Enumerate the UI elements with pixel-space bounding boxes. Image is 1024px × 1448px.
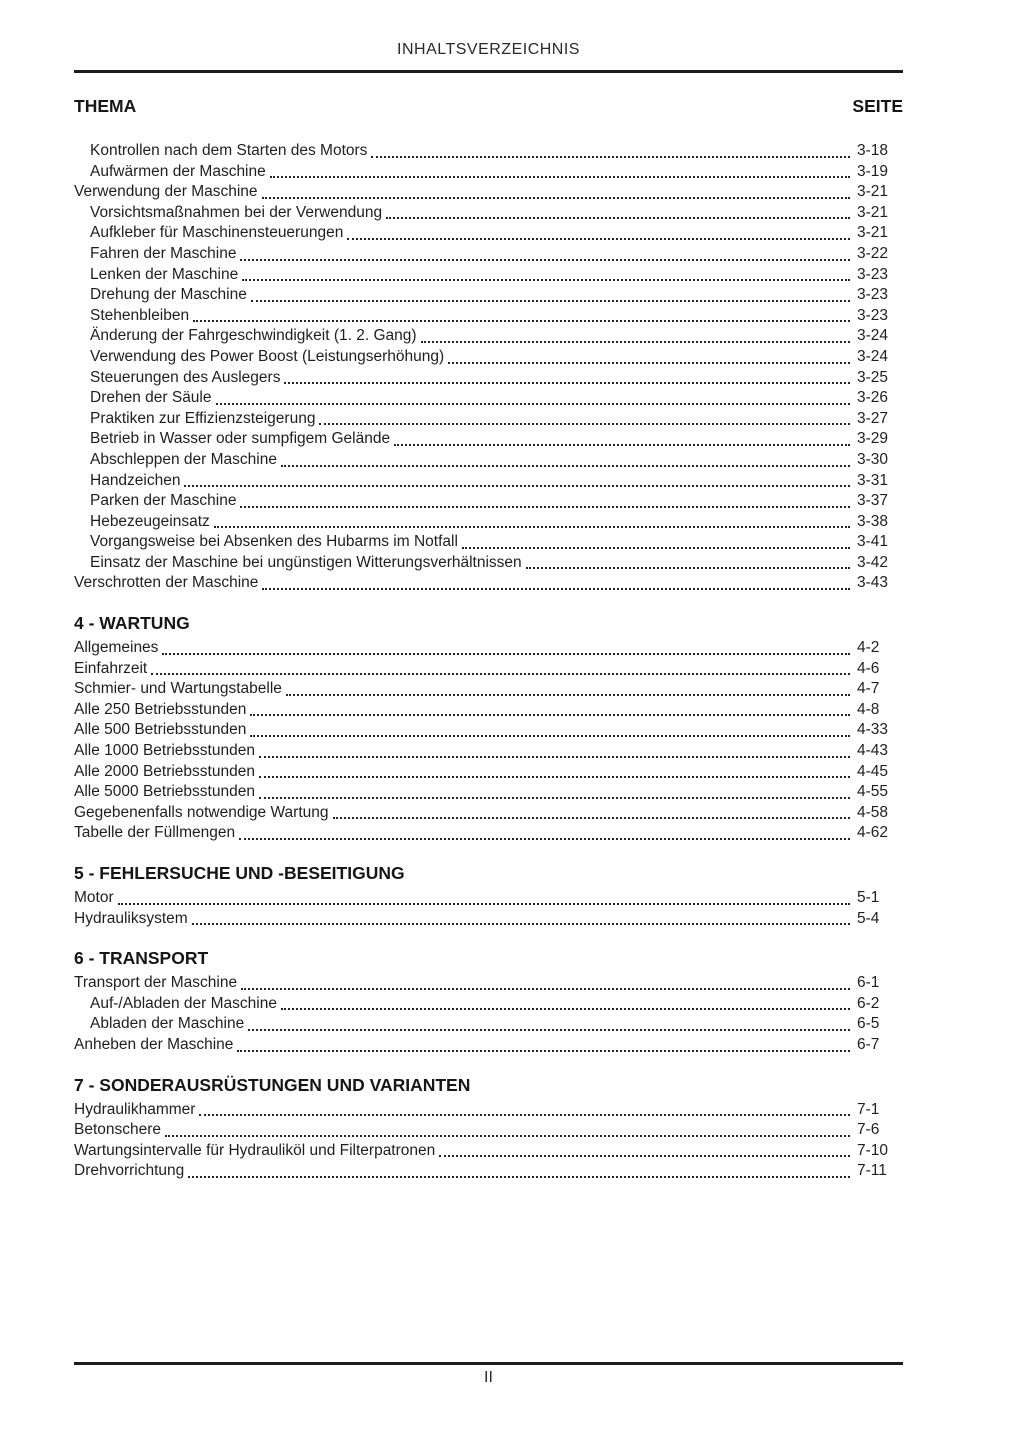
section-heading: 7 - SONDERAUSRÜSTUNGEN UND VARIANTEN [74,1074,471,1095]
toc-entry [74,491,903,512]
dot-leader [237,1050,850,1052]
dot-leader [251,300,850,302]
toc-entry [74,573,903,594]
toc-entry [74,659,903,680]
toc-entry-title: Kontrollen nach dem Starten des Motors [90,142,368,159]
dot-leader [394,444,850,446]
dot-leader [333,817,851,819]
toc-entry-page: 3-27 [857,409,889,427]
section-entries [74,638,903,844]
toc-entry [74,285,903,306]
toc-entry-title: Alle 250 Betriebsstunden [74,700,247,718]
toc-entry-page: 3-18 [857,142,889,159]
toc-entry-title: Lenken der Maschine [90,265,239,283]
dot-leader [259,776,850,778]
page-title: INHALTSVERZEICHNIS [397,41,580,58]
toc-entry-title: Verwendung des Power Boost (Leistungserhöhung) [90,347,445,365]
section-entries [74,888,903,929]
toc-entry-title: Alle 1000 Betriebsstunden [74,742,255,760]
dot-leader [439,1155,850,1157]
toc-entry-title: Drehung der Maschine [90,286,247,304]
toc-entry-title: Schmier- und Wartungstabelle [74,680,282,698]
dot-leader [188,1176,850,1178]
toc-entry [74,1014,903,1035]
toc-entry-page: 3-30 [857,450,889,468]
section-heading: 4 - WARTUNG [74,613,190,634]
toc-entry-title: Anheben der Maschine [74,1035,234,1053]
toc-entry-title: Drehen der Säule [90,389,212,407]
toc-section [74,947,903,1055]
toc-entry-page: 5-4 [857,909,880,927]
toc-entry-page: 4-45 [857,762,889,780]
dot-leader [192,923,850,925]
dot-leader [184,485,850,487]
dot-leader [286,694,850,696]
toc-entry [74,720,903,741]
dot-leader [199,1114,850,1116]
toc-entry [74,429,903,450]
toc-entry-title: Gegebenenfalls notwendige Wartung [74,803,329,821]
toc-entry-page: 7-11 [857,1162,887,1180]
toc-entry-page: 3-41 [857,533,889,551]
toc-entry [74,888,903,909]
toc-entry-page: 4-55 [857,783,889,801]
dot-leader [193,320,850,322]
toc-entry [74,306,903,327]
section-heading: 6 - TRANSPORT [74,948,209,969]
toc-entry-page: 4-7 [857,680,880,698]
dot-leader [386,217,850,219]
toc-entry [74,803,903,824]
toc-entry-page: 3-26 [857,389,889,407]
toc-entry-page: 3-24 [857,347,889,365]
toc-entry [74,762,903,783]
dot-leader [242,279,850,281]
toc-entry [74,265,903,286]
dot-leader [151,673,850,675]
dot-leader [448,362,850,364]
toc-entry [74,1120,903,1141]
toc-entry [74,409,903,430]
toc-entry-title: Motor [74,889,114,906]
dot-leader [162,653,850,655]
dot-leader [118,903,850,905]
toc-entry [74,700,903,721]
toc-entry [74,679,903,700]
toc-entry [74,223,903,244]
toc-entry-page: 6-5 [857,1015,880,1033]
dot-leader [371,156,850,158]
section-entries [74,1100,903,1182]
dot-leader [214,526,850,528]
dot-leader [270,176,850,178]
toc-entry [74,326,903,347]
toc-entry [74,1035,903,1056]
dot-leader [347,238,850,240]
dot-leader [241,988,850,990]
toc-entry [74,388,903,409]
toc-entry-title: Betrieb in Wasser oder sumpfigem Gelände [90,430,391,448]
toc-entry-page: 3-38 [857,512,889,530]
toc-entry [74,909,903,930]
toc-entry-page: 7-6 [857,1121,880,1139]
toc-entry [74,1161,903,1182]
toc-entry-title: Verschrotten der Maschine [74,574,259,592]
footer-page-number: II [484,1369,493,1386]
toc-entry-title: Aufkleber für Maschinensteuerungen [90,224,344,242]
toc-entry-page: 3-43 [857,574,889,592]
dot-leader [248,1029,850,1031]
dot-leader [216,403,851,405]
toc-entry-page: 3-21 [857,203,889,221]
toc-entry-title: Praktiken zur Effizienzsteigerung [90,409,316,427]
toc-entry-title: Hydraulikhammer [74,1100,196,1118]
dot-leader [259,756,850,758]
toc-entry-page: 3-21 [857,183,889,201]
dot-leader [281,465,850,467]
toc-entry [74,512,903,533]
toc-entry-page: 4-58 [857,803,889,821]
toc-entry [74,553,903,574]
dot-leader [250,735,850,737]
toc-entry-page: 4-33 [857,721,889,739]
toc-entry [74,471,903,492]
toc-entry-page: 3-42 [857,553,889,571]
toc-entry-page: 4-2 [857,639,880,657]
toc-entry-title: Alle 500 Betriebsstunden [74,721,247,739]
toc-entry-title: Vorgangsweise bei Absenken des Hubarms im Notfall [90,533,458,551]
toc-section [74,141,903,594]
toc-entry-title: Wartungsintervalle für Hydrauliköl und Filterpatronen [74,1141,436,1159]
dot-leader [240,259,850,261]
column-header-seite: SEITE [852,96,903,116]
toc-entry-page: 3-37 [857,492,889,510]
toc-entry-title: Einsatz der Maschine bei ungünstigen Witterungsverhältnissen [90,553,522,571]
toc-entry-title: Alle 2000 Betriebsstunden [74,762,255,780]
toc-entry-page: 7-1 [857,1100,880,1118]
toc-entry [74,1141,903,1162]
toc-section [74,862,903,929]
dot-leader [250,714,850,716]
toc-entry-page: 4-8 [857,700,880,718]
toc-entry-page: 6-1 [857,974,880,992]
footer-rule [74,1362,903,1365]
toc-entry [74,741,903,762]
toc-entry-title: Alle 5000 Betriebsstunden [74,783,255,801]
column-header-thema: THEMA [74,96,137,116]
toc-list [74,141,903,1182]
toc-entry-title: Abladen der Maschine [90,1015,245,1033]
toc-entry-title: Stehenbleiben [90,306,190,324]
toc-entry-page: 6-7 [857,1035,880,1053]
dot-leader [319,423,850,425]
toc-entry-title: Änderung der Fahrgeschwindigkeit (1. 2. Gang) [90,327,417,345]
toc-entry-title: Aufwärmen der Maschine [90,162,266,180]
toc-entry-title: Einfahrzeit [74,659,148,677]
toc-entry-title: Drehvorrichtung [74,1162,185,1180]
header-rule [74,70,903,73]
toc-entry [74,782,903,803]
toc-entry [74,532,903,553]
toc-entry [74,450,903,471]
toc-entry-title: Transport der Maschine [74,974,238,992]
dot-leader [239,838,850,840]
toc-entry-page: 4-62 [857,824,889,842]
toc-entry [74,823,903,844]
dot-leader [240,506,850,508]
toc-entry [74,182,903,203]
toc-entry-page: 3-21 [857,224,889,242]
dot-leader [262,197,850,199]
toc-entry [74,244,903,265]
toc-entry-title: Fahren der Maschine [90,244,237,262]
dot-leader [262,588,850,590]
toc-entry-title: Tabelle der Füllmengen [74,824,236,842]
toc-entry-page: 3-23 [857,265,889,283]
toc-entry [74,1100,903,1121]
toc-section [74,612,903,844]
toc-entry-page: 3-23 [857,306,889,324]
toc-entry-page: 3-24 [857,327,889,345]
dot-leader [526,567,850,569]
dot-leader [462,547,850,549]
column-header-row [74,96,903,117]
toc-entry-title: Verwendung der Maschine [74,183,258,201]
toc-entry-title: Steuerungen des Auslegers [90,368,281,386]
dot-leader [165,1135,850,1137]
toc-entry [74,141,903,162]
section-heading: 5 - FEHLERSUCHE UND -BESEITIGUNG [74,863,405,883]
toc-entry [74,638,903,659]
toc-entry-title: Hydrauliksystem [74,909,188,927]
toc-entry [74,347,903,368]
toc-entry-title: Vorsichtsmaßnahmen bei der Verwendung [90,203,383,221]
toc-entry-page: 4-43 [857,742,889,760]
toc-entry-page: 3-29 [857,430,889,448]
toc-entry-page: 3-22 [857,244,889,262]
toc-entry-page: 3-23 [857,286,889,304]
toc-entry-page: 7-10 [857,1141,889,1159]
toc-entry [74,162,903,183]
toc-entry-page: 3-31 [857,471,889,489]
section-entries [74,141,903,594]
toc-entry-page: 6-2 [857,994,880,1012]
toc-entry-title: Betonschere [74,1121,162,1139]
section-entries [74,973,903,1055]
toc-entry-page: 3-19 [857,162,889,180]
toc-entry-title: Hebezeugeinsatz [90,512,210,530]
toc-section [74,1074,903,1182]
toc-entry-title: Handzeichen [90,471,181,489]
dot-leader [421,341,850,343]
dot-leader [284,382,850,384]
toc-entry-title: Allgemeines [74,639,159,657]
dot-leader [281,1008,850,1010]
toc-entry-page: 5-1 [857,889,880,906]
toc-entry [74,994,903,1015]
toc-entry-page: 4-6 [857,659,880,677]
toc-entry [74,203,903,224]
toc-entry-title: Auf-/Abladen der Maschine [90,994,277,1012]
toc-entry-page: 3-25 [857,368,889,386]
toc-entry [74,368,903,389]
toc-entry-title: Abschleppen der Maschine [90,450,277,468]
toc-entry [74,973,903,994]
dot-leader [259,797,850,799]
toc-entry-title: Parken der Maschine [90,492,237,510]
